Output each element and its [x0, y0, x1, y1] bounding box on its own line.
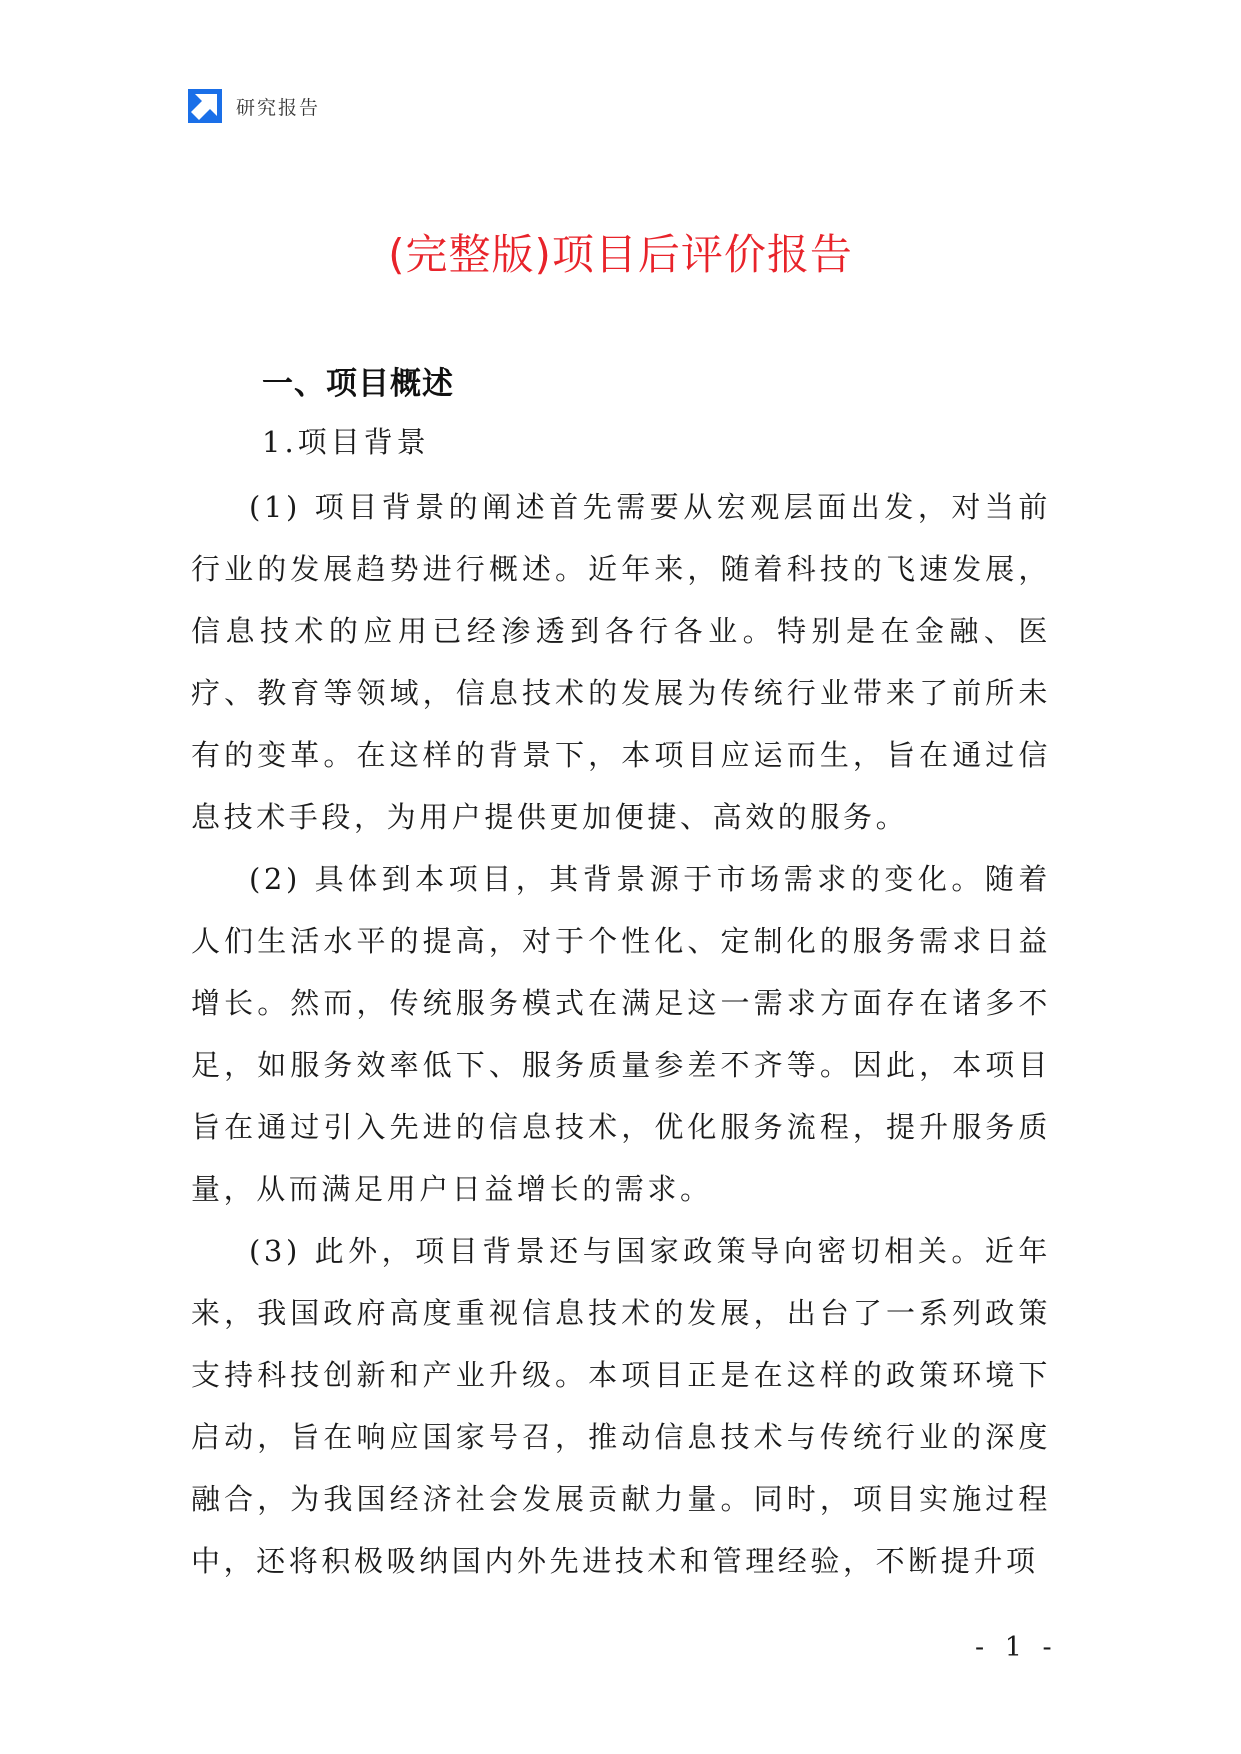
paragraph: (2) 具体到本项目，其背景源于市场需求的变化。随着人们生活水平的提高，对于个性化、定制化的服务需求日益增长。然而，传统服务模式在满足这一需求方面存在诸多不足，如服务效率低下、服务质量参差不齐等。因此，本项目旨在通过引入先进的信息技术，优化服务流程，提升服务质量，从而满足用户日益增长的需求。 — [191, 862, 1051, 1206]
document-title: (完整版)项目后评价报告 — [388, 230, 853, 279]
paragraph: (3) 此外，项目背景还与国家政策导向密切相关。近年来，我国政府高度重视信息技术的发展，出台了一系列政策支持科技创新和产业升级。本项目正是在这样的政策环境下启动，旨在响应国家号召，推动信息技术与传统行业的深度融合，为我国经济社会发展贡献力量。同时，项目实施过程中，还将积极吸纳国内外先进技术和管理经验，不断提升项 — [191, 1234, 1051, 1578]
report-header — [188, 88, 320, 124]
arrow-up-right-icon — [188, 89, 222, 123]
header-label: 研究报告 — [236, 96, 321, 119]
page-number: - 1 - — [975, 1632, 1058, 1663]
section-heading: 一、项目概述 — [262, 366, 454, 402]
subsection-heading: 1.项目背景 — [262, 425, 430, 459]
body-text — [191, 476, 1051, 1592]
paragraph: (1) 项目背景的阐述首先需要从宏观层面出发，对当前行业的发展趋势进行概述。近年来，随着科技的飞速发展，信息技术的应用已经渗透到各行各业。特别是在金融、医疗、教育等领域，信息技术的发展为传统行业带来了前所未有的变革。在这样的背景下，本项目应运而生，旨在通过信息技术手段，为用户提供更加便捷、高效的服务。 — [191, 490, 1051, 834]
